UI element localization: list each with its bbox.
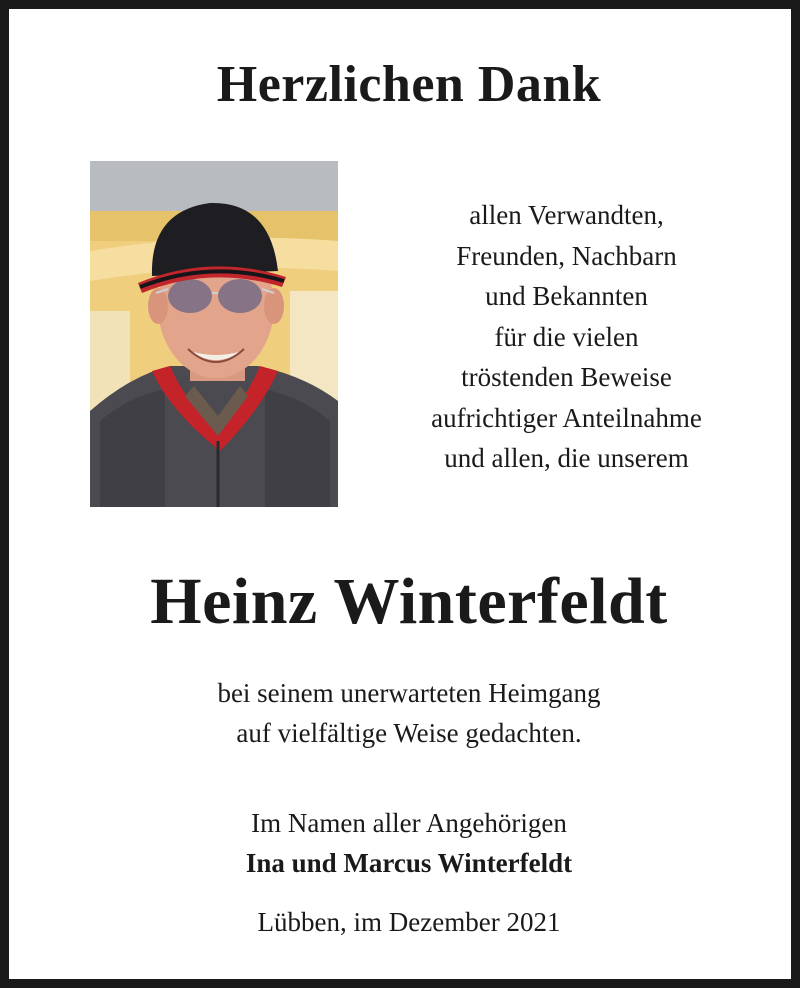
portrait-photo [90, 161, 338, 507]
thanks-line: Freunden, Nachbarn [456, 240, 677, 271]
thanks-line: tröstenden Beweise [461, 362, 672, 392]
notice-heading: Herzlichen Dank [216, 56, 602, 113]
thanks-line: und allen, die unserem [444, 443, 689, 473]
thanks-text [394, 195, 739, 479]
place-date: Lübben, im Dezember 2021 [257, 907, 561, 937]
passing-text [9, 673, 800, 753]
family-names: Ina und Marcus Winterfeldt [245, 848, 573, 878]
passing-line: bei seinem unerwarteten Heimgang [217, 678, 601, 708]
family-signature [9, 803, 800, 883]
thanks-line: für die vielen [494, 321, 639, 352]
passing-line: auf vielfältige Weise gedachten. [236, 718, 582, 748]
family-intro: Im Namen aller Angehörigen [251, 808, 567, 838]
thanks-line: aufrichtiger Anteilnahme [431, 402, 702, 433]
thanks-line: allen Verwandten, [469, 200, 664, 230]
deceased-name: Heinz Winterfeldt [150, 565, 668, 638]
thanks-line: und Bekannten [485, 281, 648, 311]
